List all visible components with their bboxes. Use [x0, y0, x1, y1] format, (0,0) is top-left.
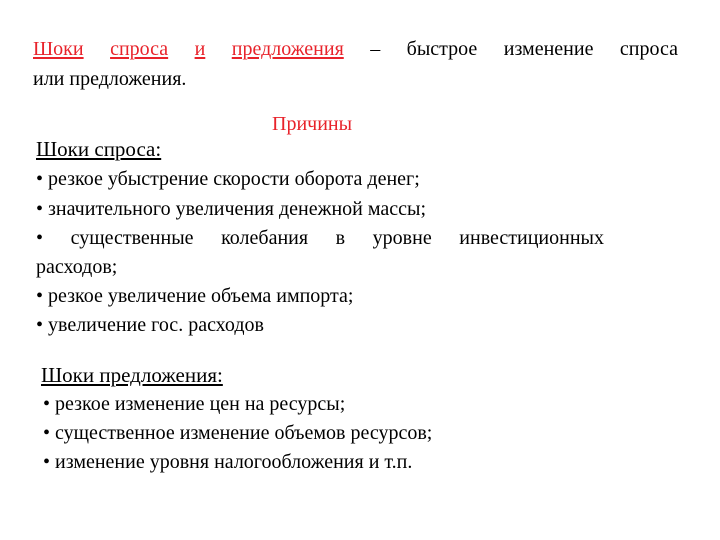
word: инвестиционных [459, 227, 604, 249]
word: существенные [70, 227, 194, 249]
demand-item: • резкое убыстрение скорости оборота денег; [36, 168, 420, 190]
term-word: предложения [231, 38, 344, 60]
word: • [36, 227, 44, 249]
demand-shocks-heading: Шоки спроса: [36, 137, 162, 161]
word: уровне [372, 227, 432, 249]
supply-shocks-heading: Шоки предложения: [41, 363, 223, 387]
demand-item: • значительного увеличения денежной массы; [36, 198, 426, 220]
supply-item: • существенное изменение объемов ресурсов; [43, 422, 433, 444]
term-word: Шоки [33, 38, 84, 60]
supply-item: • изменение уровня налогообложения и т.п. [43, 451, 413, 473]
definition-line-1 [33, 37, 678, 61]
supply-item: • резкое изменение цен на ресурсы; [43, 393, 346, 415]
demand-item-justified [36, 226, 604, 250]
definition-word: – [370, 38, 381, 60]
causes-title: Причины [272, 113, 353, 135]
definition-word: изменение [503, 38, 594, 60]
demand-item: • увеличение гос. расходов [36, 314, 264, 336]
definition-word: спроса [619, 38, 678, 60]
word: в [335, 227, 346, 249]
definition-word: быстрое [406, 38, 478, 60]
word: колебания [221, 227, 309, 249]
demand-item: • резкое увеличение объема импорта; [36, 285, 354, 307]
definition-line-2: или предложения. [33, 68, 187, 90]
demand-item-continuation: расходов; [36, 256, 118, 278]
term-word: и [194, 38, 206, 60]
term-word: спроса [110, 38, 169, 60]
